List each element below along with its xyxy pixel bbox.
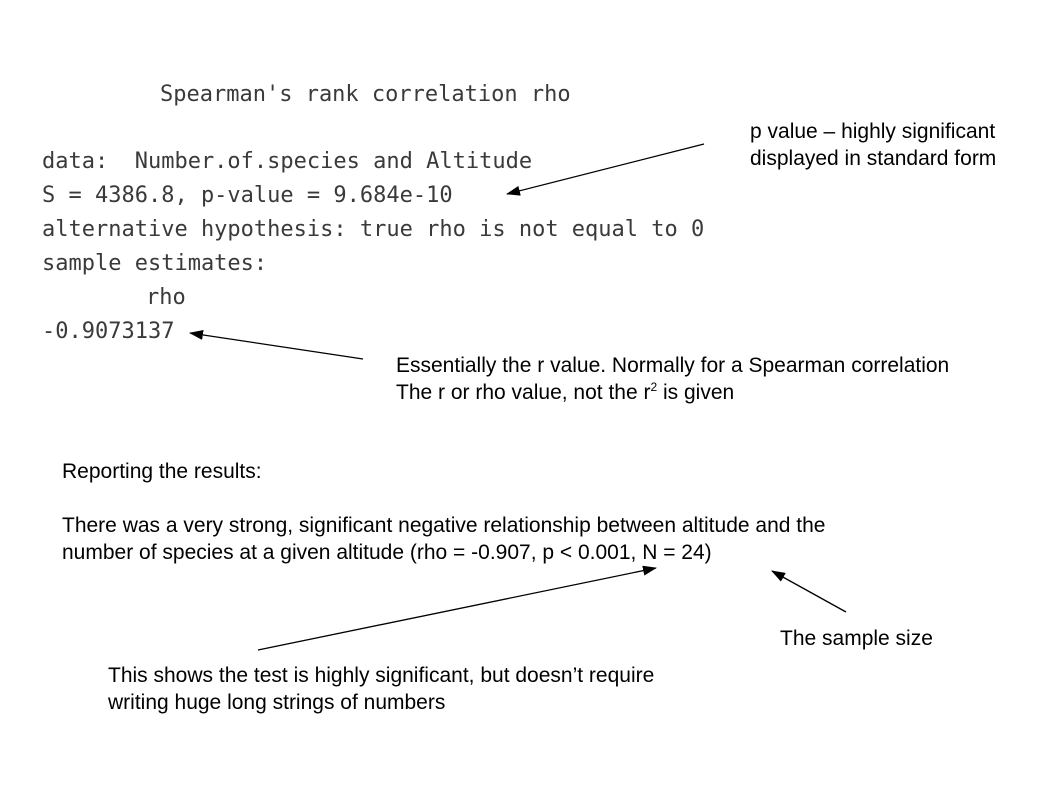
rvalue-note-superscript: 2 (650, 380, 658, 394)
pvalue-note-line1: p value – highly significant (750, 120, 996, 143)
report-line2: number of species at a given altitude (rho = -0.907, p < 0.001, N = 24) (62, 541, 712, 564)
data-line: data: Number.of.species and Altitude (42, 149, 533, 174)
rvalue-note-prefix: The r or rho value, not the r (396, 381, 651, 404)
significance-note-line1: This shows the test is highly significant, but doesn’t require (108, 664, 655, 687)
alternative-hypothesis-line: alternative hypothesis: true rho is not equal to 0 (42, 217, 705, 242)
pvalue-arrow (507, 144, 704, 194)
pvalue-note-line2: displayed in standard form (750, 147, 997, 170)
report-heading: Reporting the results: (62, 460, 262, 483)
statistic-line: S = 4386.8, p-value = 9.684e-10 (42, 183, 453, 208)
rvalue-arrow (190, 333, 363, 359)
significance-note-line2: writing huge long strings of numbers (108, 691, 446, 714)
test-title: Spearman's rank correlation rho (160, 82, 571, 107)
rvalue-note-suffix: is given (657, 381, 735, 404)
sample-estimates-line: sample estimates: (42, 251, 268, 276)
sample-size-arrow (772, 571, 846, 612)
rho-header: rho (146, 285, 186, 310)
report-line1: There was a very strong, significant negative relationship between altitude and the (62, 514, 826, 537)
significance-arrow (258, 568, 656, 650)
rvalue-note-line1: Essentially the r value. Normally for a Spearman correlation (396, 354, 950, 377)
rho-value: -0.9073137 (42, 319, 175, 344)
sample-size-note: The sample size (780, 627, 933, 650)
